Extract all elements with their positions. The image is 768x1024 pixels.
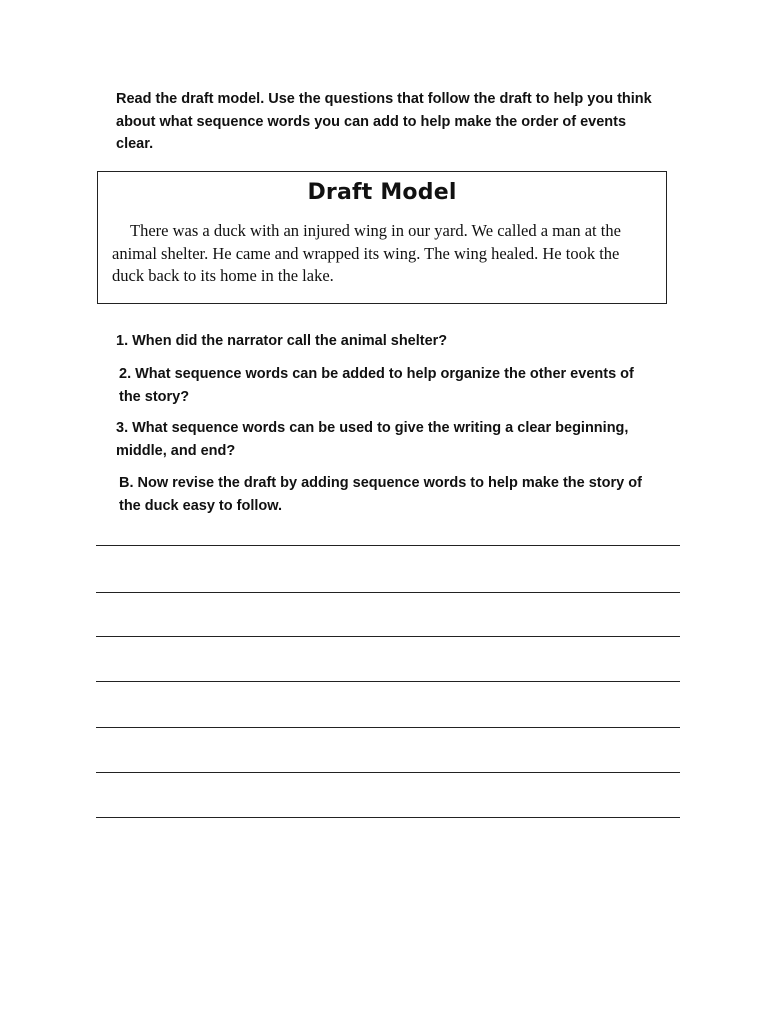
revision-prompt: B. Now revise the draft by adding sequence words to help make the story of the duck easy to follow. bbox=[119, 475, 642, 514]
answer-line[interactable] bbox=[96, 636, 680, 637]
answer-line[interactable] bbox=[96, 592, 680, 593]
answer-line[interactable] bbox=[96, 817, 680, 818]
answer-line[interactable] bbox=[96, 545, 680, 546]
draft-model-box bbox=[97, 171, 667, 304]
answer-line[interactable] bbox=[96, 772, 680, 773]
answer-line[interactable] bbox=[96, 681, 680, 682]
question-3: 3. What sequence words can be used to give the writing a clear beginning, middle, and end? bbox=[116, 420, 629, 459]
instructions-text: Read the draft model. Use the questions that follow the draft to help you think about what sequence words you can add to help make the order of events clear. bbox=[116, 91, 652, 152]
draft-model-text: There was a duck with an injured wing in our yard. We called a man at the animal shelter. He came and wrapped its wing. The wing healed. He took the duck back to its home in the lake. bbox=[112, 221, 621, 285]
answer-line[interactable] bbox=[96, 727, 680, 728]
question-2: 2. What sequence words can be added to help organize the other events of the story? bbox=[119, 366, 634, 405]
question-1: 1. When did the narrator call the animal shelter? bbox=[116, 333, 448, 349]
draft-model-title: Draft Model bbox=[307, 180, 457, 205]
